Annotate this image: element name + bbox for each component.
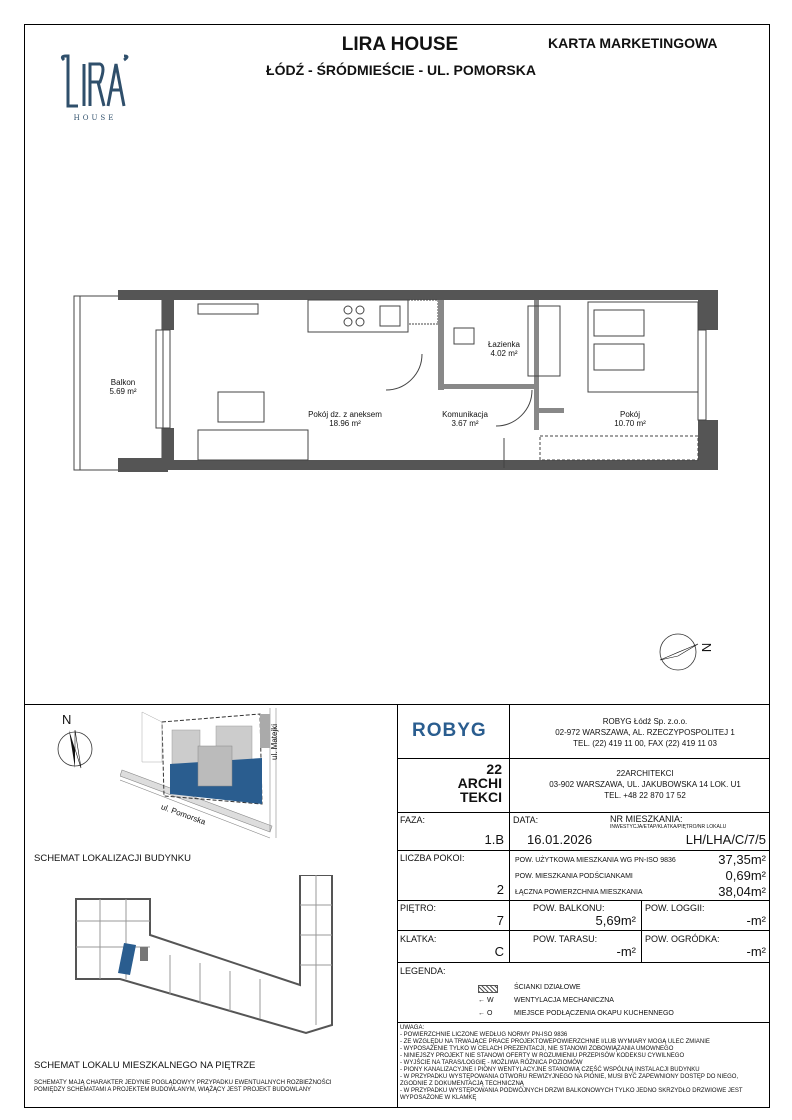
laczna-label: ŁĄCZNA POWIERZCHNIA MIESZKANIA	[515, 889, 643, 896]
architect-logo	[450, 762, 502, 804]
schema-disclaimer: SCHEMATY MAJĄ CHARAKTER JEDYNIE POGLĄDOWYY PRZYPADKU EWENTUALNYCH ROZBIEŻNOŚCI POMIĘDZY SCHEMATAMI A PROJEKTEM BUDOWLANYM, WIĄŻĄCY JEST PROJEKT BUDOWLANY	[34, 1080, 332, 1093]
pow-podsciankami-label: POW. MIESZKANIA PODŚCIANKAMI	[515, 873, 633, 880]
row-line	[397, 850, 770, 851]
nr-label: NR MIESZKANIA:	[610, 814, 683, 824]
room-name: Balkon	[110, 378, 136, 387]
room-area: 4.02 m²	[490, 349, 518, 358]
pow-uzytkowa-value: 37,35m²	[718, 852, 766, 867]
data-value: 16.01.2026	[527, 832, 593, 847]
note-line: - W PRZYPADKU WYSTĘPOWANIA PODWÓJNYCH DRZWI BALKONOWYCH TYLKO JEDNO SKRZYDŁO DRZWIOWE JEST WYPOSAŻONE W KLAMKĘ	[400, 1088, 743, 1101]
row-line	[397, 812, 770, 813]
floor-schema-map	[70, 875, 350, 1050]
architect-info	[520, 768, 770, 801]
architect-logo-line: ARCHI	[457, 775, 502, 791]
room-pokoj	[600, 410, 660, 428]
legend-symbol: ← O	[478, 1010, 493, 1017]
taras-label: POW. TARASU:	[533, 934, 598, 944]
lira-house-logo	[58, 52, 132, 126]
schema-compass-letter: N	[62, 712, 72, 727]
legend-item: MIEJSCE PODŁĄCZENIA OKAPU KUCHENNEGO	[514, 1010, 674, 1017]
col-line	[509, 812, 510, 850]
room-pokoj-aneks	[300, 410, 390, 428]
schema-compass-icon	[54, 728, 96, 775]
room-lazienka	[474, 340, 534, 358]
notes	[400, 1025, 766, 1102]
legend-item: WENTYLACJA MECHANICZNA	[514, 997, 614, 1004]
project-location: ŁÓDŹ - ŚRÓDMIEŚCIE - UL. POMORSKA	[266, 62, 536, 78]
klatka-value: C	[494, 944, 504, 959]
location-schema-title: SCHEMAT LOKALIZACJI BUDYNKU	[34, 853, 191, 864]
note-line: - NINIEJSZY PROJEKT NIE STANOWI OFERTY W ROZUMIENIU PRZEPISÓW KODEKSU CYWILNEGO	[400, 1053, 685, 1059]
street-pomorska: ul. Pomorska	[159, 802, 207, 827]
architect-name: 22ARCHITEKCI	[616, 769, 674, 778]
pokoje-value: 2	[496, 882, 504, 897]
floor-schema-title: SCHEMAT LOKALU MIESZKALNEGO NA PIĘTRZE	[34, 1060, 256, 1071]
room-name: Pokój dz. z aneksem	[308, 410, 382, 419]
room-area: 3.67 m²	[451, 419, 479, 428]
note-line: - WYJŚCIE NA TARAS/LOGGIĘ - MOŻLIWA RÓŻNICA POZIOMÓW	[400, 1060, 583, 1066]
taras-value: -m²	[616, 944, 636, 959]
faza-label: FAZA:	[400, 815, 426, 825]
project-title: LIRA HOUSE	[341, 34, 459, 55]
architect-phone: TEL. +48 22 870 17 52	[604, 791, 686, 800]
pokoje-label: LICZBA POKOI:	[400, 853, 465, 863]
ogrodek-label: POW. OGRÓDKA:	[645, 934, 720, 944]
legend-symbol: ← W	[478, 997, 494, 1004]
room-komunikacja	[430, 410, 500, 428]
note-line: - W PRZYPADKU WYSTĘPOWANIA OTWORU REWIZYJNEGO NA PIONIE, MUSI BYĆ ZAPEWNIONY DOSTĘP DO NIEGO, ZGODNIE Z DOKUMENTACJĄ TECHNICZNĄ	[400, 1074, 739, 1087]
street-matejki: ul. Matejki	[270, 723, 279, 760]
logo-subtext: HOUSE	[73, 114, 117, 122]
room-balkon	[88, 378, 158, 396]
note-line: - WYPOSAŻENIE TYLKO W CELACH PREZENTACJI, NIE STANOWI ZOBOWIĄZANIA UMOWNEGO	[400, 1046, 674, 1052]
nr-sublabel: INWESTYCJA/ETAP/KLATKA/PIĘTRO/NR LOKALU	[610, 824, 727, 830]
pietro-value: 7	[496, 913, 504, 928]
pow-podsciankami-value: 0,69m²	[725, 868, 766, 883]
floor-plan	[68, 288, 718, 478]
row-line	[397, 962, 770, 963]
laczna-value: 38,04m²	[718, 884, 766, 899]
architect-logo-line: 22	[486, 761, 502, 777]
col-line	[509, 850, 510, 962]
compass-icon	[654, 630, 718, 679]
balkon-label: POW. BALKONU:	[533, 903, 605, 913]
note-line: - POWIERZCHNIE LICZONE WEDŁUG NORMY PN-ISO 9836	[400, 1032, 568, 1038]
card-type: KARTA MARKETINGOWA	[548, 35, 718, 51]
loggia-label: POW. LOGGII:	[645, 903, 705, 913]
hatch-icon	[478, 985, 498, 993]
room-name: Komunikacja	[442, 410, 488, 419]
company-address: 02-972 WARSZAWA, AL. RZECZYPOSPOLITEJ 1	[555, 728, 735, 737]
company-name: ROBYG Łódź Sp. z.o.o.	[602, 717, 688, 726]
nr-value: LH/LHA/C/7/5	[685, 832, 766, 847]
loggia-value: -m²	[746, 913, 766, 928]
row-line	[397, 1022, 770, 1023]
legend-item: ŚCIANKI DZIAŁOWE	[514, 984, 581, 991]
architect-logo-line: TEKCI	[460, 789, 502, 805]
row-line	[397, 930, 770, 931]
note-line: - PIONY KANALIZACYJNE I PIONY WENTYLACYJNE STANOWIĄ CZĘŚĆ WSPÓLNĄ INSTALACJI BUDYNKU	[400, 1067, 700, 1073]
legend-title: LEGENDA:	[400, 966, 446, 976]
klatka-label: KLATKA:	[400, 934, 437, 944]
room-name: Pokój	[619, 410, 640, 419]
pow-uzytkowa-label: POW. UŻYTKOWA MIESZKANIA WG PN-ISO 9836	[515, 857, 676, 864]
row-line	[397, 900, 770, 901]
room-name: Łazienka	[487, 340, 521, 349]
note-line: - ZE WZGLĘDU NA TRWAJĄCE PRACE PROJEKTOWEPOWIERZCHNIE I/LUB WYMIARY MOGĄ ULEC ZMIANIE	[400, 1039, 710, 1045]
room-area: 5.69 m²	[109, 387, 137, 396]
data-label: DATA:	[513, 815, 539, 825]
robyg-logo: ROBYG	[412, 720, 487, 741]
compass-letter: N	[699, 642, 715, 653]
room-area: 10.70 m²	[614, 419, 646, 428]
balkon-value: 5,69m²	[595, 913, 636, 928]
col-line	[641, 900, 642, 962]
row-line	[397, 758, 770, 759]
ogrodek-value: -m²	[746, 944, 766, 959]
company-info	[520, 716, 770, 749]
company-phone: TEL. (22) 419 11 00, FAX (22) 419 11 03	[573, 739, 717, 748]
architect-address: 03-902 WARSZAWA, UL. JAKUBOWSKA 14 LOK. U1	[549, 780, 741, 789]
faza-value: 1.B	[484, 832, 504, 847]
block-border	[397, 704, 398, 1108]
pietro-label: PIĘTRO:	[400, 903, 437, 913]
notes-title: UWAGA:	[400, 1025, 425, 1031]
room-area: 18.96 m²	[329, 419, 361, 428]
